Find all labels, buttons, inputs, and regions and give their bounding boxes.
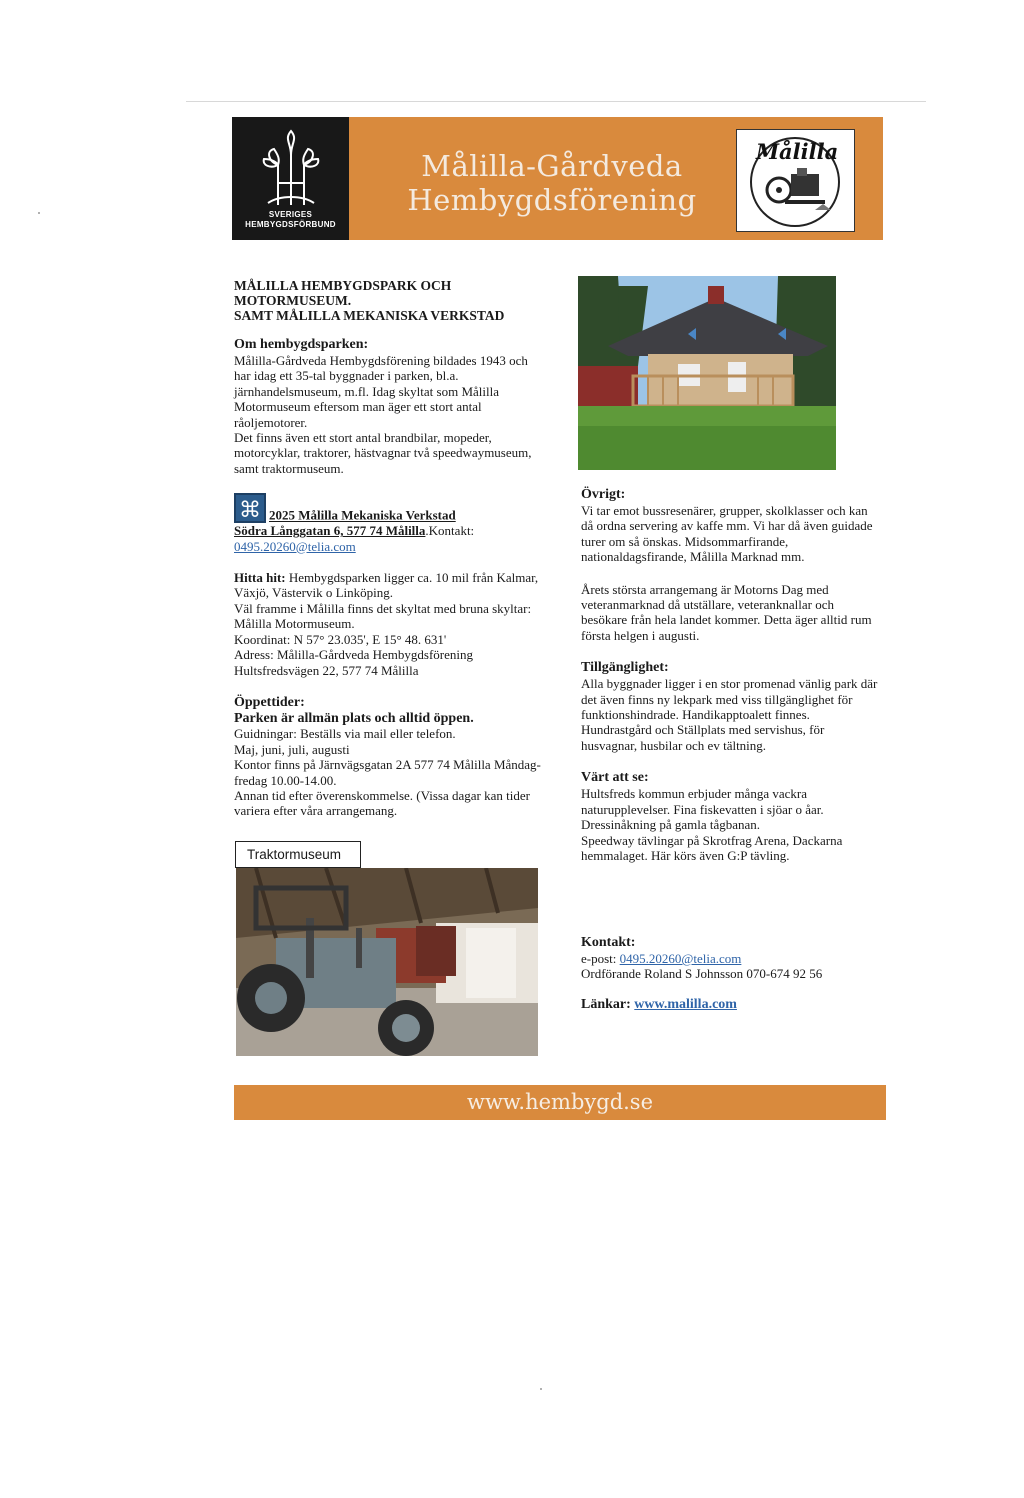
contact-chair: Ordförande Roland S Johnsson 070-674 92 56: [581, 966, 823, 982]
ovrigt-section: [581, 487, 881, 565]
left-column: [234, 278, 544, 836]
right-column: [581, 487, 881, 880]
main-heading-line1: MÅLILLA HEMBYGDSPARK OCH: [234, 278, 452, 293]
contact-email-label: e-post:: [581, 951, 620, 966]
links-section: [581, 997, 737, 1013]
org-name-line1: SVERIGES: [268, 210, 313, 219]
hours-line2: Maj, juni, juli, augusti: [234, 741, 350, 757]
title-line2: Hembygdsförening: [407, 183, 697, 217]
directions-address: Adress: Målilla-Gårdveda Hembygdsförening Hultsfredsvägen 22, 577 74 Målilla: [234, 647, 473, 678]
ovrigt-heading: Övrigt:: [581, 487, 626, 502]
malilla-logo: [736, 129, 855, 232]
main-heading-line3: SAMT MÅLILLA MEKANISKA VERKSTAD: [234, 308, 505, 323]
about-text-2: Det finns även ett stort antal brandbilar, mopeder, motorcyklar, traktorer, hästvagnar två speedwaymuseum, samt traktormuseum.: [234, 430, 532, 476]
hours-section: [234, 695, 544, 819]
verkstad-section: [234, 493, 544, 554]
main-heading: [234, 278, 544, 323]
hours-line4: Annan tid efter överenskommelse. (Vissa dagar kan tider variera efter våra arrangemang.: [234, 787, 530, 819]
contact-section: [581, 935, 901, 982]
verkstad-title: 2025 Målilla Mekaniska Verkstad: [269, 507, 456, 523]
footer-url[interactable]: www.hembygd.se: [466, 1090, 654, 1114]
hembygdsforbund-logo: [232, 117, 349, 240]
coordinates: Koordinat: N 57° 23.035', E 15° 48. 631': [234, 631, 447, 647]
footer-banner: [234, 1085, 886, 1120]
access-heading: Tillgänglighet:: [581, 660, 669, 676]
contact-heading: Kontakt:: [581, 935, 636, 950]
header-banner: [232, 117, 883, 240]
verkstad-email-link[interactable]: 0495.20260@telia.com: [234, 538, 356, 554]
access-section: [581, 660, 881, 753]
title-line1: Målilla-Gårdveda: [421, 149, 683, 183]
page-title: [372, 149, 732, 217]
about-text: Målilla-Gårdveda Hembygdsförening bildades 1943 och har idag ett 35-tal byggnader i parken, bl.a. järnhandelsmuseum, m.fl. Idag skyltat som Målilla Motormuseum eftersom man äger ett stort antal råoljemotorer.: [234, 353, 528, 430]
tractor-museum-photo: [236, 868, 538, 1056]
contact-email-link[interactable]: 0495.20260@telia.com: [619, 951, 742, 966]
links-label: Länkar:: [581, 997, 635, 1012]
verkstad-address: Södra Långgatan 6, 577 74 Målilla: [234, 523, 426, 539]
tree-logo-icon: [256, 125, 326, 209]
ovrigt-text-2: Årets största arrangemang är Motorns Dag med veteranmarknad då utställare, veteranknallar och besökare från hela landet kommer. Detta äger alltid rum första helgen i augusti.: [581, 581, 872, 643]
tractor-caption: Traktormuseum: [235, 841, 361, 868]
logo-text: Målilla: [755, 139, 839, 164]
directions-text: Hembygdsparken ligger ca. 10 mil från Kalmar, Växjö, Västervik o Linköping.: [234, 570, 539, 601]
sights-heading: Värt att se:: [581, 770, 649, 786]
top-divider: [186, 101, 926, 102]
main-heading-line2: MOTORMUSEUM.: [234, 293, 352, 308]
directions-line2: Väl framme i Målilla finns det skyltat med bruna skyltar: Målilla Motormuseum.: [234, 600, 532, 632]
hours-line1: Guidningar: Beställs via mail eller telefon.: [234, 726, 456, 742]
command-icon: ⌘: [234, 493, 266, 523]
malilla-engine-logo-icon: [745, 132, 845, 228]
scan-speck: [38, 212, 40, 214]
sights-section: [581, 770, 881, 863]
hours-line3: Kontor finns på Järnvägsgatan 2A 577 74 Målilla Måndag-fredag 10.00-14.00.: [234, 757, 541, 788]
hours-subheading: Parken är allmän plats och alltid öppen.: [234, 710, 474, 726]
hours-heading: Öppettider:: [234, 694, 305, 710]
sights-text: Hultsfreds kommun erbjuder många vackra naturupplevelser. Fina fiskevatten i sjöar o åar. Dressinåkning på gamla tågbanan.: [581, 786, 824, 833]
directions-section: [234, 570, 544, 678]
ovrigt-text: Vi tar emot bussresenärer, grupper, skolklasser och kan då ordna servering av kaffe mm. Vi har då även guidade turer om så önskas. Midsommarfirande, nationaldagsfirande, Målilla Marknad mm.: [581, 503, 873, 565]
about-heading: Om hembygdsparken:: [234, 337, 369, 352]
motorns-dag-section: [581, 582, 881, 644]
sights-text-2: Speedway tävlingar på Skrotfrag Arena, Dackarna hemmalaget. Här körs även G:P tävling.: [581, 832, 843, 863]
malilla-website-link[interactable]: www.malilla.com: [634, 997, 737, 1012]
about-section: [234, 337, 544, 476]
directions-heading: Hitta hit:: [234, 570, 286, 586]
access-text: Alla byggnader ligger i en stor promenad vänlig park där det även finns ny lekpark med viss tillgänglighet för funktionshindrade. Handikapptoalett finnes. Hundrastgård och Ställplats med servishus, för husvagnar, husbilar och ev tältning.: [581, 676, 878, 753]
verkstad-contact-label: .Kontakt:: [425, 523, 475, 539]
scan-speck: [540, 1388, 542, 1390]
org-name-line2: HEMBYGDSFÖRBUND: [245, 220, 336, 229]
museum-house-photo: [578, 276, 836, 470]
